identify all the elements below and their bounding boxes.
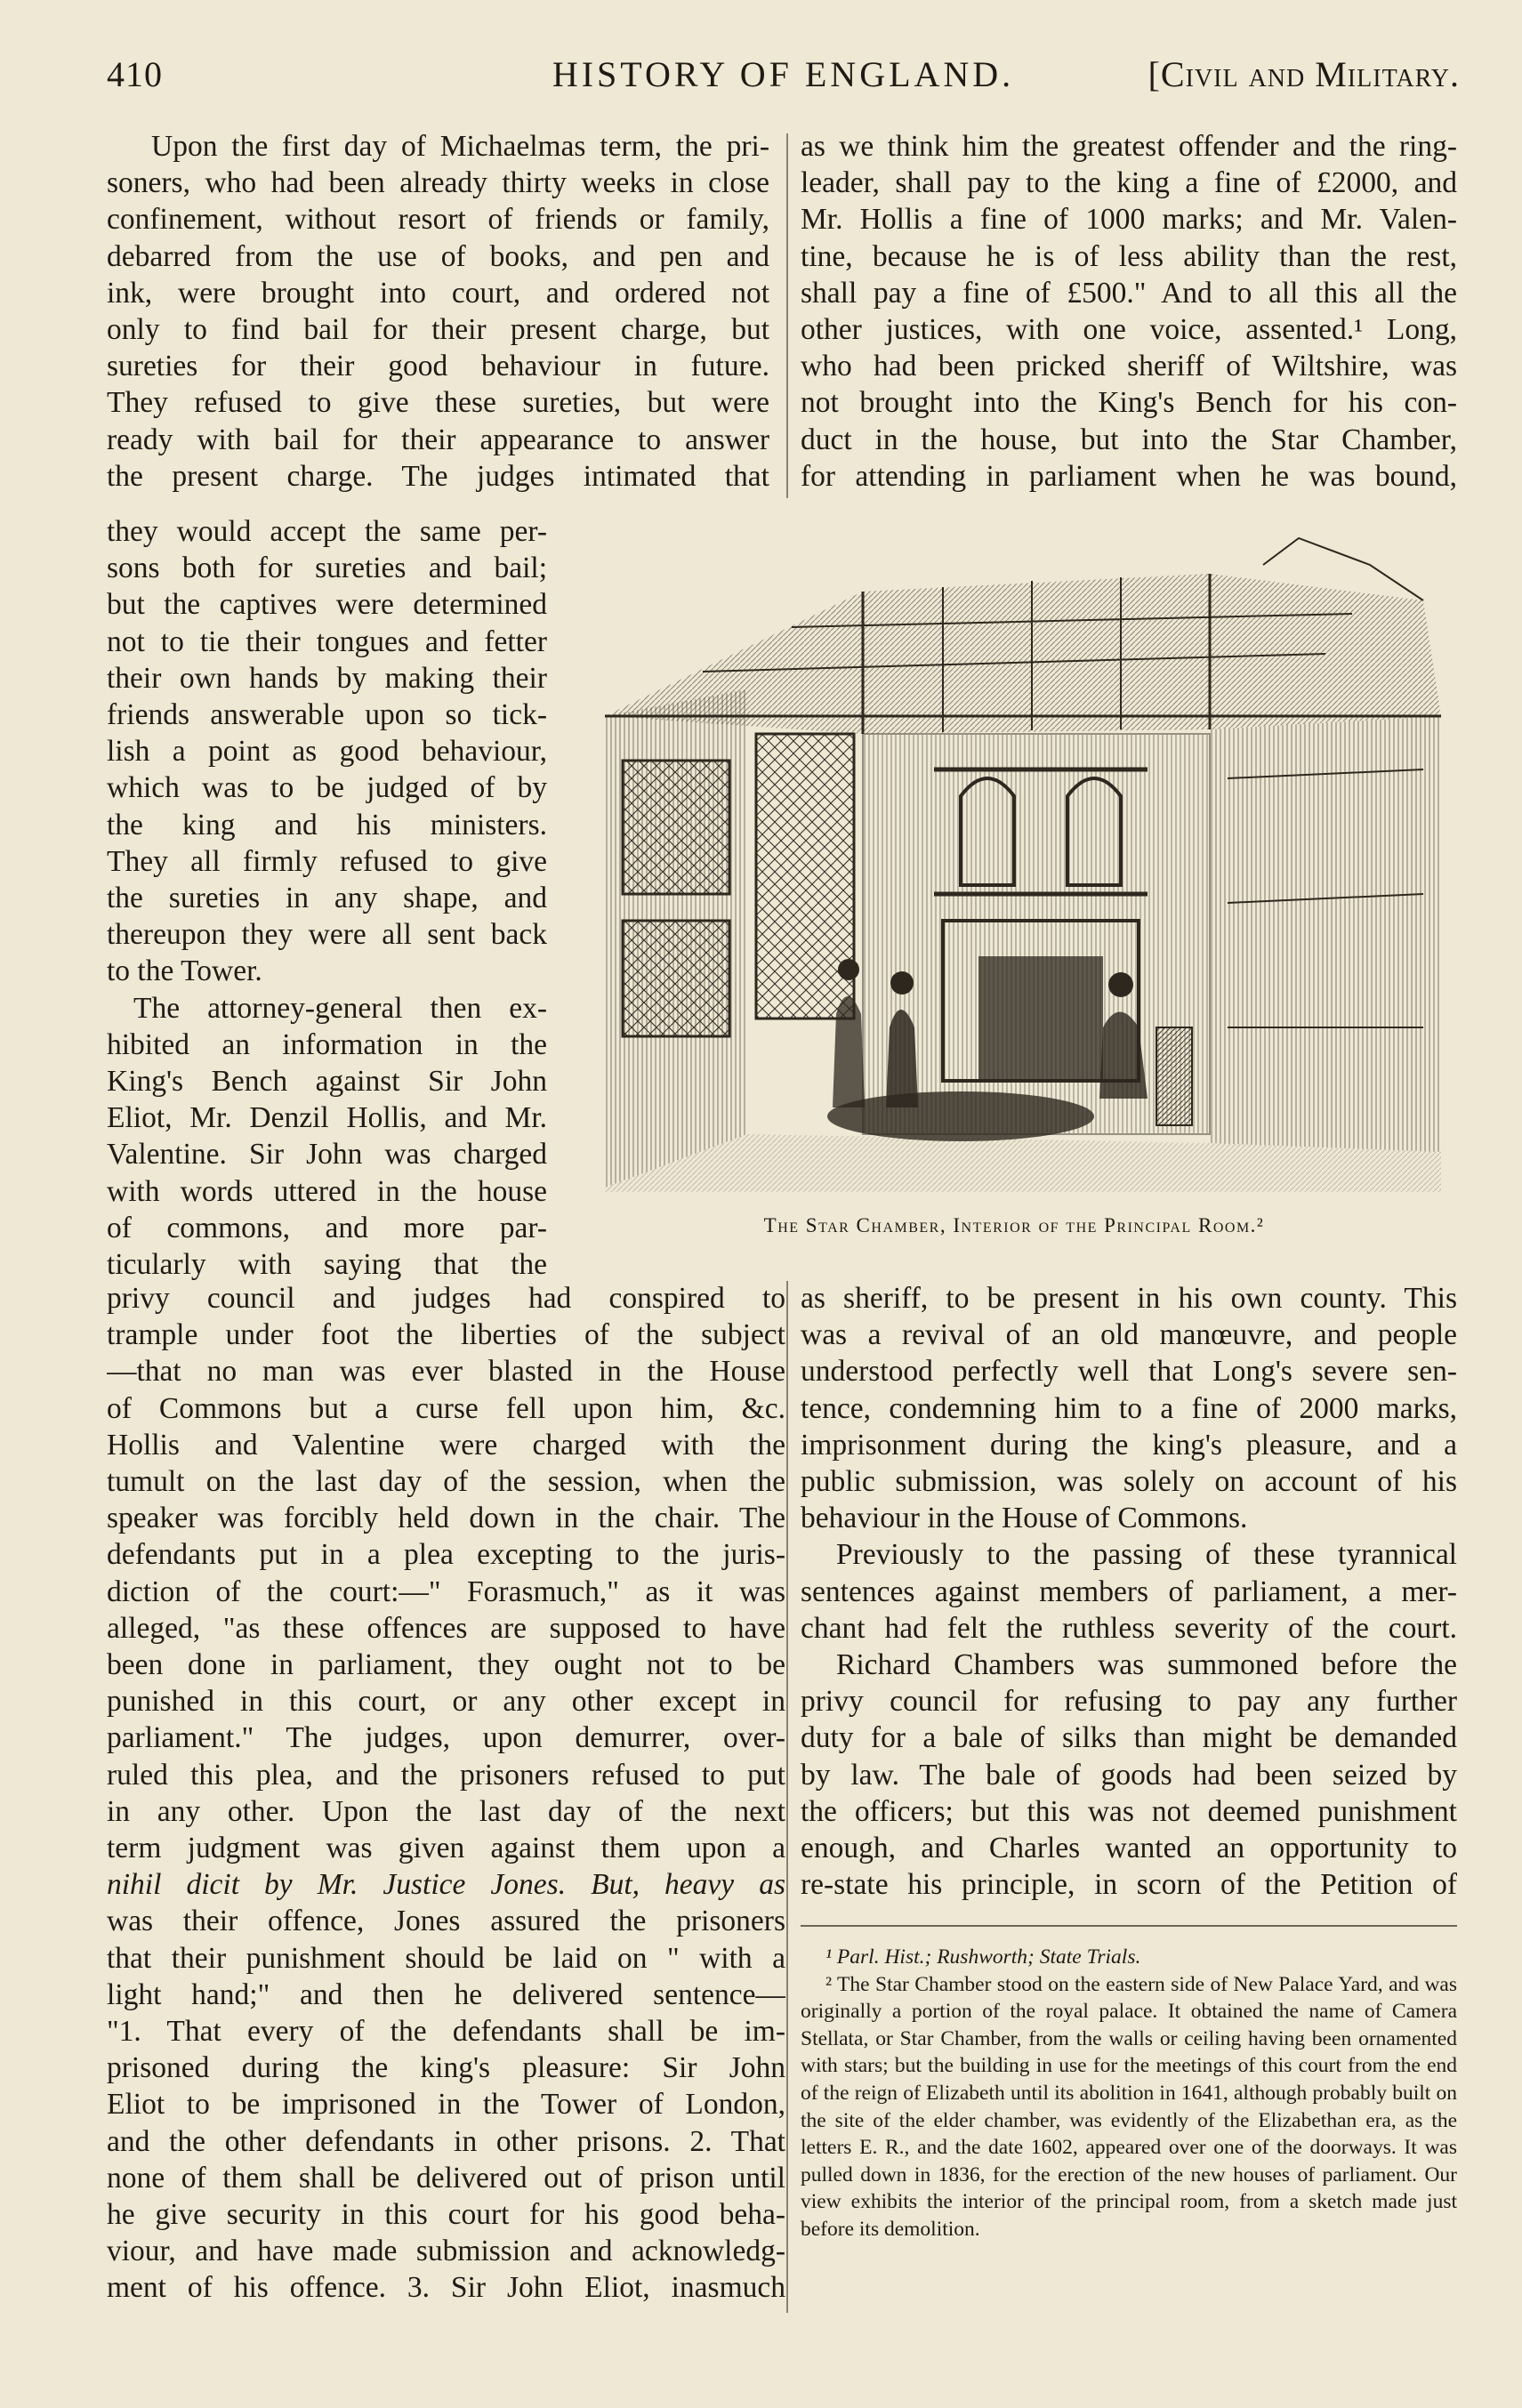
- text-line: not to tie their tongues and fetter: [107, 624, 547, 658]
- text-line: the king and his ministers.: [107, 808, 547, 842]
- text-line: public submission, was solely on account of his: [801, 1465, 1457, 1499]
- text-line: other justices, with one voice, assented.¹ Long,: [801, 313, 1457, 347]
- text-line: hibited an information in the: [107, 1027, 547, 1061]
- running-title: HISTORY OF ENGLAND.: [552, 54, 1015, 94]
- text-line: in any other. Upon the last day of the next: [107, 1794, 785, 1828]
- text-line: speaker was forcibly held down in the chair. The: [107, 1502, 785, 1535]
- column-divider: [786, 133, 788, 498]
- text-line: imprisonment during the king's pleasure, and a: [801, 1428, 1457, 1462]
- text-line: but the captives were determined: [107, 588, 547, 622]
- text-line: re-state his principle, in scorn of the Petition of: [801, 1868, 1457, 1902]
- text-line: the present charge. The judges intimated that: [107, 459, 769, 493]
- text-line: parliament." The judges, upon demurrer, over-: [107, 1721, 785, 1755]
- text-line: tence, condemning him to a fine of 2000 marks,: [801, 1391, 1457, 1425]
- text-line: sons both for sureties and bail;: [107, 552, 547, 585]
- text-line: Hollis and Valentine were charged with the: [107, 1428, 785, 1462]
- text-line: been done in parliament, they ought not to be: [107, 1648, 785, 1682]
- text-line: as sheriff, to be present in his own county. This: [801, 1282, 1457, 1315]
- text-line: trample under foot the liberties of the subject: [107, 1318, 785, 1352]
- illustration-caption: The Star Chamber, Interior of the Principal Room.²: [763, 1214, 1265, 1236]
- text-line: ment of his offence. 3. Sir John Eliot, inasmuch: [107, 2271, 785, 2305]
- text-line: debarred from the use of books, and pen and: [107, 239, 769, 273]
- text-line: their own hands by making their: [107, 661, 547, 695]
- text-line: sentences against members of parliament, a mer-: [801, 1574, 1457, 1608]
- text-line: duty for a bale of silks than might be demanded: [801, 1721, 1457, 1755]
- text-line: chant had felt the ruthless severity of the court.: [801, 1611, 1457, 1645]
- text-line: and the other defendants in other prisons. 2. That: [107, 2124, 785, 2158]
- text-line: privy council for refusing to pay any further: [801, 1685, 1457, 1719]
- text-line: tumult on the last day of the session, when the: [107, 1465, 785, 1499]
- text-line: viour, and have made submission and acknowledg-: [107, 2235, 785, 2268]
- text-line: thereupon they were all sent back: [107, 918, 547, 952]
- text-line: leader, shall pay to the king a fine of £2000, and: [801, 166, 1457, 200]
- text-line: with words uttered in the house: [107, 1174, 547, 1208]
- text-line: enough, and Charles wanted an opportunity to: [801, 1832, 1457, 1865]
- left-column-bottom: [107, 1280, 785, 2307]
- text-line: as we think him the greatest offender and the ring-: [801, 130, 1457, 163]
- text-line: Upon the first day of Michaelmas term, the pri-: [151, 130, 769, 163]
- text-line: Eliot to be imprisoned in the Tower of London,: [107, 2088, 785, 2122]
- text-line: friends answerable upon so tick-: [107, 698, 547, 732]
- text-line: punished in this court, or any other except in: [107, 1685, 785, 1719]
- text-line: of Commons but a curse fell upon him, &c.: [107, 1391, 785, 1425]
- text-line: only to find bail for their present charge, but: [107, 313, 769, 347]
- text-line: Mr. Hollis a fine of 1000 marks; and Mr. Valen-: [801, 203, 1457, 237]
- text-line: the sureties in any shape, and: [107, 882, 547, 915]
- section-title: [Civil and Military.: [1148, 54, 1460, 94]
- text-line: who had been pricked sheriff of Wiltshire, was: [801, 350, 1457, 383]
- column-divider: [786, 1281, 788, 2313]
- text-line: soners, who had been already thirty weeks in close: [107, 166, 769, 200]
- footnote-2: ² The Star Chamber stood on the eastern side of New Palace Yard, and was originally a portion of the royal palace. It obtained the name of Camera Stellata, or Star Chamber, from the walls or ceiling having been ornamented with stars; but the building in use for the meetings of this court from the end of the reign of Elizabeth until its abolition in 1641, although probably built on the site of the elder chamber, was evidently of the Elizabethan era, as the letters E. R., and the date 1602, appeared over one of the doorways. It was pulled down in 1836, for the erection of the new houses of parliament. Our view exhibits the interior of the principal room, from a sketch made just before its demolition.: [801, 1972, 1457, 2241]
- text-line: duct in the house, but into the Star Chamber,: [801, 423, 1457, 456]
- text-line: defendants put in a plea excepting to the juris-: [107, 1538, 785, 1572]
- text-line: term judgment was given against them upon a: [107, 1832, 785, 1865]
- text-line: King's Bench against Sir John: [107, 1065, 547, 1099]
- text-line: ink, were brought into court, and ordered not: [107, 276, 769, 310]
- text-line: confinement, without resort of friends or family,: [107, 203, 769, 237]
- text-line: prisoned during the king's pleasure: Sir John: [107, 2051, 785, 2085]
- footnotes: [801, 1944, 1457, 2243]
- running-header: [107, 53, 1460, 107]
- text-line: not brought into the King's Bench for his con-: [801, 386, 1457, 420]
- right-column-top: [801, 128, 1457, 495]
- text-line: The attorney-general then ex-: [133, 991, 547, 1025]
- text-line: was their offence, Jones assured the prisoners: [107, 1905, 785, 1938]
- text-line: —that no man was ever blasted in the House: [107, 1355, 785, 1389]
- text-line: ruled this plea, and the prisoners refused to put: [107, 1758, 785, 1792]
- text-line: behaviour in the House of Commons.: [801, 1502, 1248, 1535]
- text-line: They all firmly refused to give: [107, 844, 547, 878]
- text-line: light hand;" and then he delivered sentence—: [107, 1977, 785, 2011]
- text-line: they would accept the same per-: [107, 515, 547, 548]
- page-number: 410: [107, 54, 163, 94]
- text-line: They refused to give these sureties, but were: [107, 386, 769, 420]
- text-line: ticularly with saying that the: [107, 1248, 547, 1282]
- left-column-top: [107, 128, 769, 495]
- text-line: was a revival of an old manœuvre, and people: [801, 1318, 1457, 1352]
- text-line: Eliot, Mr. Denzil Hollis, and Mr.: [107, 1101, 547, 1135]
- text-line: nihil dicit by Mr. Justice Jones. But, heavy as: [107, 1868, 785, 1902]
- text-line: privy council and judges had conspired to: [107, 1282, 785, 1315]
- text-line: Previously to the passing of these tyrannical: [836, 1538, 1457, 1572]
- text-line: to the Tower.: [107, 954, 262, 988]
- left-column-narrow: [107, 513, 547, 1283]
- text-line: diction of the court:—" Forasmuch," as it was: [107, 1574, 785, 1608]
- star-chamber-engraving: [569, 529, 1459, 1192]
- text-line: for attending in parliament when he was bound,: [801, 459, 1457, 493]
- text-line: Richard Chambers was summoned before the: [836, 1648, 1457, 1682]
- text-line: sureties for their good behaviour in future.: [107, 350, 769, 383]
- text-line: that their punishment should be laid on " with a: [107, 1941, 785, 1975]
- text-line: he give security in this court for his good beha-: [107, 2198, 785, 2232]
- text-line: shall pay a fine of £500." And to all this all the: [801, 276, 1457, 310]
- text-line: Valentine. Sir John was charged: [107, 1138, 547, 1172]
- text-line: which was to be judged of by: [107, 771, 547, 805]
- text-line: "1. That every of the defendants shall be im-: [107, 2015, 785, 2049]
- right-column-bottom: [801, 1280, 1457, 1903]
- text-line: none of them shall be delivered out of prison until: [107, 2161, 785, 2195]
- text-line: the officers; but this was not deemed punishment: [801, 1794, 1457, 1828]
- footnote-divider: [801, 1925, 1457, 1927]
- text-line: lish a point as good behaviour,: [107, 735, 547, 769]
- text-line: understood perfectly well that Long's severe sen-: [801, 1355, 1457, 1389]
- text-line: by law. The bale of goods had been seized by: [801, 1758, 1457, 1792]
- text-line: ready with bail for their appearance to answer: [107, 423, 769, 456]
- text-line: of commons, and more par-: [107, 1211, 547, 1244]
- footnote-1: ¹ Parl. Hist.; Rushworth; State Trials.: [825, 1945, 1141, 1969]
- text-line: alleged, "as these offences are supposed to have: [107, 1611, 785, 1645]
- text-line: tine, because he is of less ability than the rest,: [801, 239, 1457, 273]
